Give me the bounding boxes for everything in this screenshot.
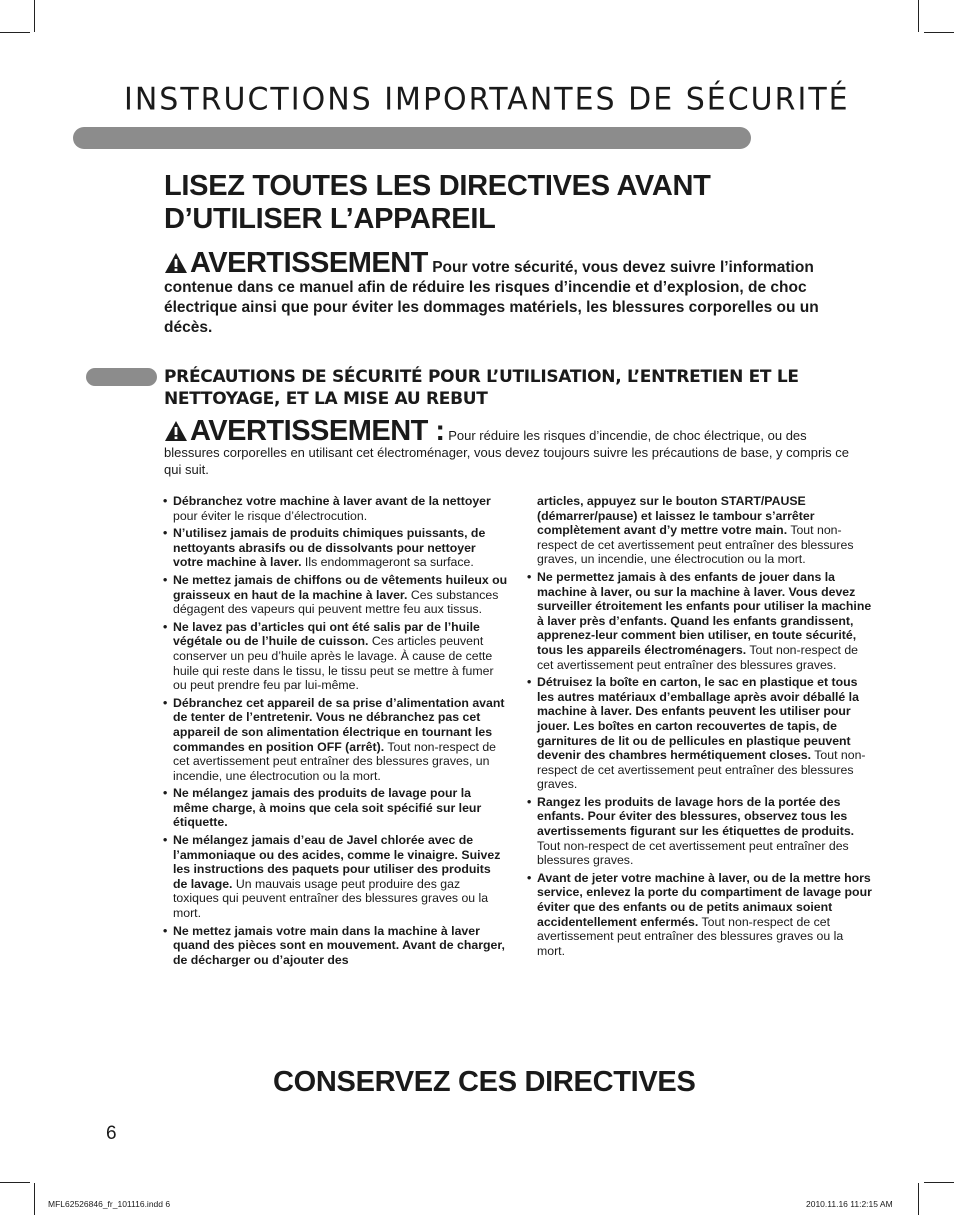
crop-mark (918, 1183, 919, 1215)
right-column (527, 494, 872, 961)
section-heading-line1: PRÉCAUTIONS DE SÉCURITÉ POUR L’UTILISATION, L’ENTRETIEN ET LE (164, 367, 799, 387)
main-heading-line2: D’UTILISER L’APPAREIL (164, 203, 496, 235)
list-item (163, 786, 508, 830)
warning-triangle-icon (164, 420, 188, 442)
list-item-bold: Ne mettez jamais de chiffons ou de vêtements huileux ou graisseux en haut de la machine à laver. (173, 572, 508, 602)
list-item (163, 620, 508, 693)
list-item-bold: Rangez les produits de lavage hors de la portée des enfants. Pour éviter des blessures, observez tous les avertissements figurant sur les étiquettes de produits. (537, 794, 855, 839)
list-item-bold: Détruisez la boîte en carton, le sac en plastique et tous les autres matériaux d’emballage après avoir déballé la machine à laver. Des enfants peuvent les utiliser pour jouer. Les boîtes en carton recouvertes de tapis, de garnitures de lit ou de pellicules en plastique peuvent devenir des chambres hermétiquement closes. (537, 675, 859, 763)
list-item-bold: articles, appuyez sur le bouton START/PAUSE (démarrer/pause) et laissez le tambour s’arrêter complètement avant d’y mettre votre main. (537, 494, 815, 538)
list-item-text: Ils endommageront sa surface. (301, 555, 474, 570)
section-marker-pill (86, 368, 157, 386)
title-divider-bar (73, 127, 751, 149)
list-item-bold: N’utilisez jamais de produits chimiques puissants, de nettoyants abrasifs ou de dissolvants pour nettoyer votre machine à laver. (173, 526, 486, 570)
section-warning-label: AVERTISSEMENT : (164, 415, 445, 447)
crop-mark (918, 0, 919, 32)
list-item (163, 833, 508, 921)
file-slug: MFL62526846_fr_101116.indd 6 (48, 1199, 171, 1209)
list-item-text: Tout non-respect de cet avertissement peut entraîner des blessures graves, un incendie, une électrocution ou la mort. (173, 739, 497, 783)
list-item-bold: Ne mettez jamais votre main dans la machine à laver quand des pièces sont en mouvement. Avant de charger, de décharger ou d’ajouter des (173, 923, 505, 967)
list-item (527, 675, 872, 792)
page-number: 6 (106, 1123, 117, 1144)
main-heading (164, 170, 804, 236)
list-item-bold: Débranchez votre machine à laver avant de la nettoyer (173, 494, 491, 508)
crop-mark (34, 1183, 35, 1215)
list-item-bold: Ne mélangez jamais d’eau de Javel chlorée avec de l’ammoniaque ou des acides, comme le vinaigre. Suivez les instructions des paquets pour utiliser des produits de lavage. (173, 833, 501, 891)
date-slug: 2010.11.16 11:2:15 AM (806, 1199, 893, 1209)
section-heading-line2: NETTOYAGE, ET LA MISE AU REBUT (164, 389, 488, 409)
list-item-text: pour éviter le risque d’électrocution. (173, 508, 368, 523)
list-item-text: Tout non-respect de cet avertissement peut entraîner des blessures graves ou la mort. (537, 914, 844, 958)
footer-heading: CONSERVEZ CES DIRECTIVES (273, 1066, 696, 1098)
list-item (163, 526, 508, 570)
list-item (527, 494, 872, 567)
left-column (163, 494, 508, 970)
crop-mark (34, 0, 35, 32)
section-warning (164, 415, 864, 478)
main-heading-line1: LISEZ TOUTES LES DIRECTIVES AVANT (164, 170, 711, 202)
list-item (163, 924, 508, 968)
list-item-bold: Ne mélangez jamais des produits de lavage pour la même charge, à moins que cela soit spécifié sur leur étiquette. (173, 786, 482, 830)
list-item-text: Tout non-respect de cet avertissement peut entraîner des blessures graves. (537, 838, 849, 868)
list-item (527, 871, 872, 959)
list-item-text: Tout non-respect de cet avertissement peut entraîner des blessures graves. (537, 748, 866, 792)
intro-warning-lead: Pour votre sécurité, vous devez suivre (432, 259, 716, 276)
list-item-bold: Ne permettez jamais à des enfants de jouer dans la machine à laver, ou sur la machine à laver. Vous devez surveiller étroitement les enfants pour utiliser la machine à laver près d’enfants. Quand les enfants grandissent, apprenez-leur comment bien utiliser, en toute sécurité, tous les appareils électroménagers. (537, 569, 872, 657)
list-item-text: Tout non-respect de cet avertissement peut entraîner des blessures graves. (537, 642, 859, 672)
list-item (163, 494, 508, 523)
crop-mark (0, 1182, 30, 1183)
list-item (527, 795, 872, 868)
section-warning-text: Pour réduire les risques d’incendie, de choc électrique, ou des blessures corporelles en utilisant cet électroménager, vous devez toujours suivre les précautions de base, y compris ce qui suit. (164, 428, 850, 477)
intro-warning (164, 247, 864, 338)
page-title: INSTRUCTIONS IMPORTANTES DE SÉCURITÉ (124, 81, 850, 118)
intro-warning-text: l’information contenue dans ce manuel afin de réduire les risques d’incendie et d’explosion, de choc électrique ainsi que pour éviter les dommages matériels, les blessures corporelles ou un décès. (164, 259, 819, 336)
list-item-text: Ces articles peuvent conserver un peu d’huile après le lavage. À cause de cette huile qui reste dans le tissu, le tissu peut se mettre à fumer ou peut prendre feu par lui-même. (173, 634, 494, 693)
list-item-text: Tout non-respect de cet avertissement peut entraîner des blessures graves, un incendie, une électrocution ou la mort. (537, 523, 854, 567)
crop-mark (0, 32, 30, 33)
list-item-bold: Débranchez cet appareil de sa prise d’alimentation avant de tenter de l’entretenir. Vous ne débranchez pas cet appareil de son alimentation électrique en tournant les commandes en position OFF (arrêt). (173, 695, 505, 754)
list-item-bold: Ne lavez pas d’articles qui ont été salis par de l’huile végétale ou de l’huile de cuisson. (173, 619, 480, 649)
section-heading (164, 366, 864, 410)
warning-triangle-icon (164, 252, 188, 274)
intro-warning-label: AVERTISSEMENT (164, 247, 428, 279)
crop-mark (924, 32, 954, 33)
list-item (527, 570, 872, 672)
list-item-bold: Avant de jeter votre machine à laver, ou de la mettre hors service, enlevez la porte du compartiment de lavage pour éviter que des enfants ou de petits animaux soient accidentellement enfermés. (537, 870, 872, 929)
list-item-text: Ces substances dégagent des vapeurs qui peuvent mettre feu aux tissus. (173, 587, 499, 617)
crop-mark (924, 1182, 954, 1183)
list-item (163, 573, 508, 617)
list-item-text: Un mauvais usage peut produire des gaz toxiques qui peuvent entraîner des blessures graves ou la mort. (173, 876, 489, 921)
list-item (163, 696, 508, 784)
